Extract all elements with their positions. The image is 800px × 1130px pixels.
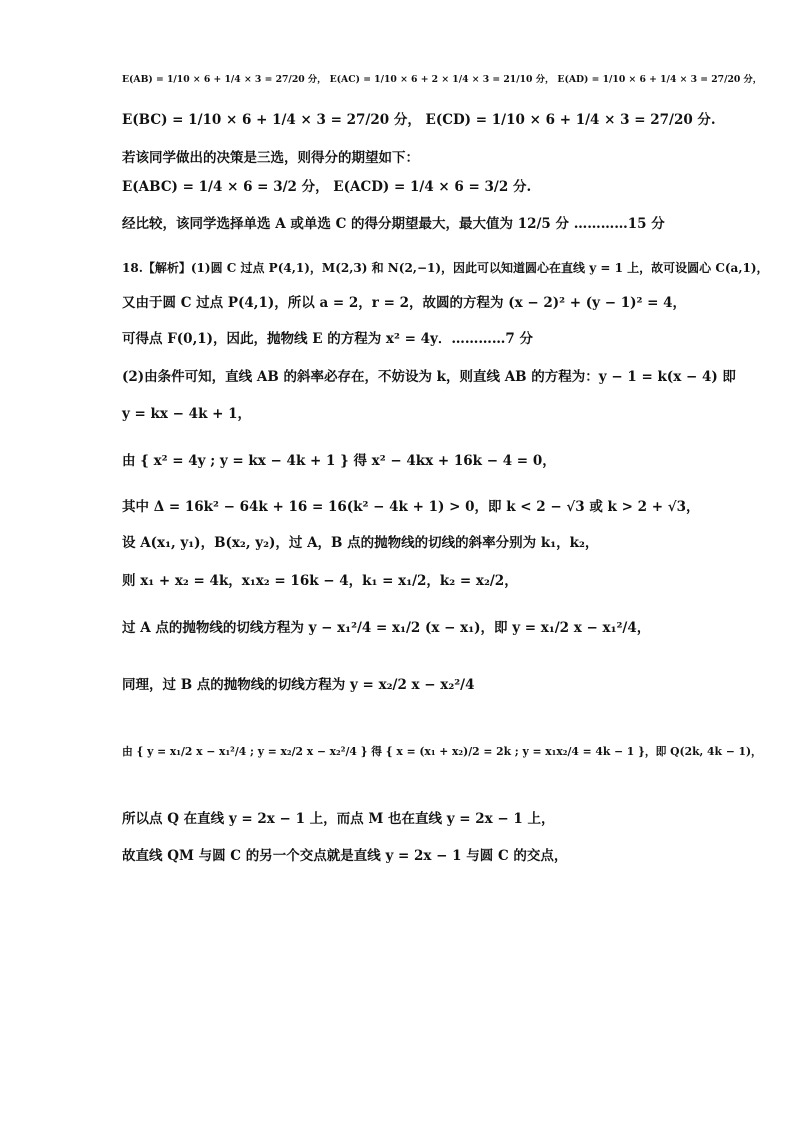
problem18-part1-line2: 又由于圆 C 过点 P(4,1)，所以 a = 2，r = 2，故圆的方程为 (x − 2)² + (y − 1)² = 4， xyxy=(122,295,687,311)
expectation-line-2: E(BC) = 1/10 × 6 + 1/4 × 3 = 27/20 分， E(CD) = 1/10 × 6 + 1/4 × 3 = 27/20 分. xyxy=(122,112,716,128)
problem18-part1-line3: 可得点 F(0,1)，因此，抛物线 E 的方程为 x² = 4y．…………7 分 xyxy=(122,331,533,347)
system-equation-2: 由 { y = x₁/2 x − x₁²/4 ; y = x₂/2 x − x₂²/4 } 得 { x = (x₁ + x₂)/2 = 2k ; y = x₁x₂/4 = 4k − 1 }，即 Q(2k, 4k − 1)， xyxy=(122,745,762,758)
problem18-part1-line1: 18.【解析】(1)圆 C 过点 P(4,1)，M(2,3) 和 N(2,−1)，因此可以知道圆心在直线 y = 1 上，故可设圆心 C(a,1)， xyxy=(122,261,769,275)
conclusion-line: 经比较，该同学选择单选 A 或单选 C 的得分期望最大，最大值为 12/5 分 …………15 分 xyxy=(122,216,665,232)
final-line: 故直线 QM 与圆 C 的另一个交点就是直线 y = 2x − 1 与圆 C 的交点， xyxy=(122,848,568,864)
system-equation-1: 由 { x² = 4y ; y = kx − 4k + 1 } 得 x² − 4kx + 16k − 4 = 0， xyxy=(122,453,556,469)
triple-choice-intro: 若该同学做出的决策是三选，则得分的期望如下： xyxy=(122,150,419,166)
tangent-a-line: 过 A 点的抛物线的切线方程为 y − x₁²/4 = x₁/2 (x − x₁)，即 y = x₁/2 x − x₁²/4， xyxy=(122,620,651,636)
discriminant-line: 其中 Δ = 16k² − 64k + 16 = 16(k² − 4k + 1) > 0，即 k < 2 − √3 或 k > 2 + √3， xyxy=(122,499,700,515)
problem18-part2-line1: (2)由条件可知，直线 AB 的斜率必存在，不妨设为 k，则直线 AB 的方程为：y − 1 = k(x − 4) 即 xyxy=(122,369,736,385)
tangent-b-line: 同理，过 B 点的抛物线的切线方程为 y = x₂/2 x − x₂²/4 xyxy=(122,677,475,693)
q-on-line: 所以点 Q 在直线 y = 2x − 1 上，而点 M 也在直线 y = 2x − 1 上， xyxy=(122,811,555,827)
expectation-line-3: E(ABC) = 1/4 × 6 = 3/2 分， E(ACD) = 1/4 × 6 = 3/2 分. xyxy=(122,179,532,195)
points-definition-line: 设 A(x₁, y₁)，B(x₂, y₂)，过 A，B 点的抛物线的切线的斜率分别为 k₁，k₂， xyxy=(122,535,599,551)
expectation-line-1: E(AB) = 1/10 × 6 + 1/4 × 3 = 27/20 分， E(AC) = 1/10 × 6 + 2 × 1/4 × 3 = 21/10 分， E(AD) = 1/10 × 6 + 1/4 × 3 = 27/20 分， xyxy=(122,74,763,85)
problem18-part2-line2: y = kx − 4k + 1， xyxy=(122,406,252,422)
vieta-line: 则 x₁ + x₂ = 4k，x₁x₂ = 16k − 4，k₁ = x₁/2，k₂ = x₂/2， xyxy=(122,573,518,589)
